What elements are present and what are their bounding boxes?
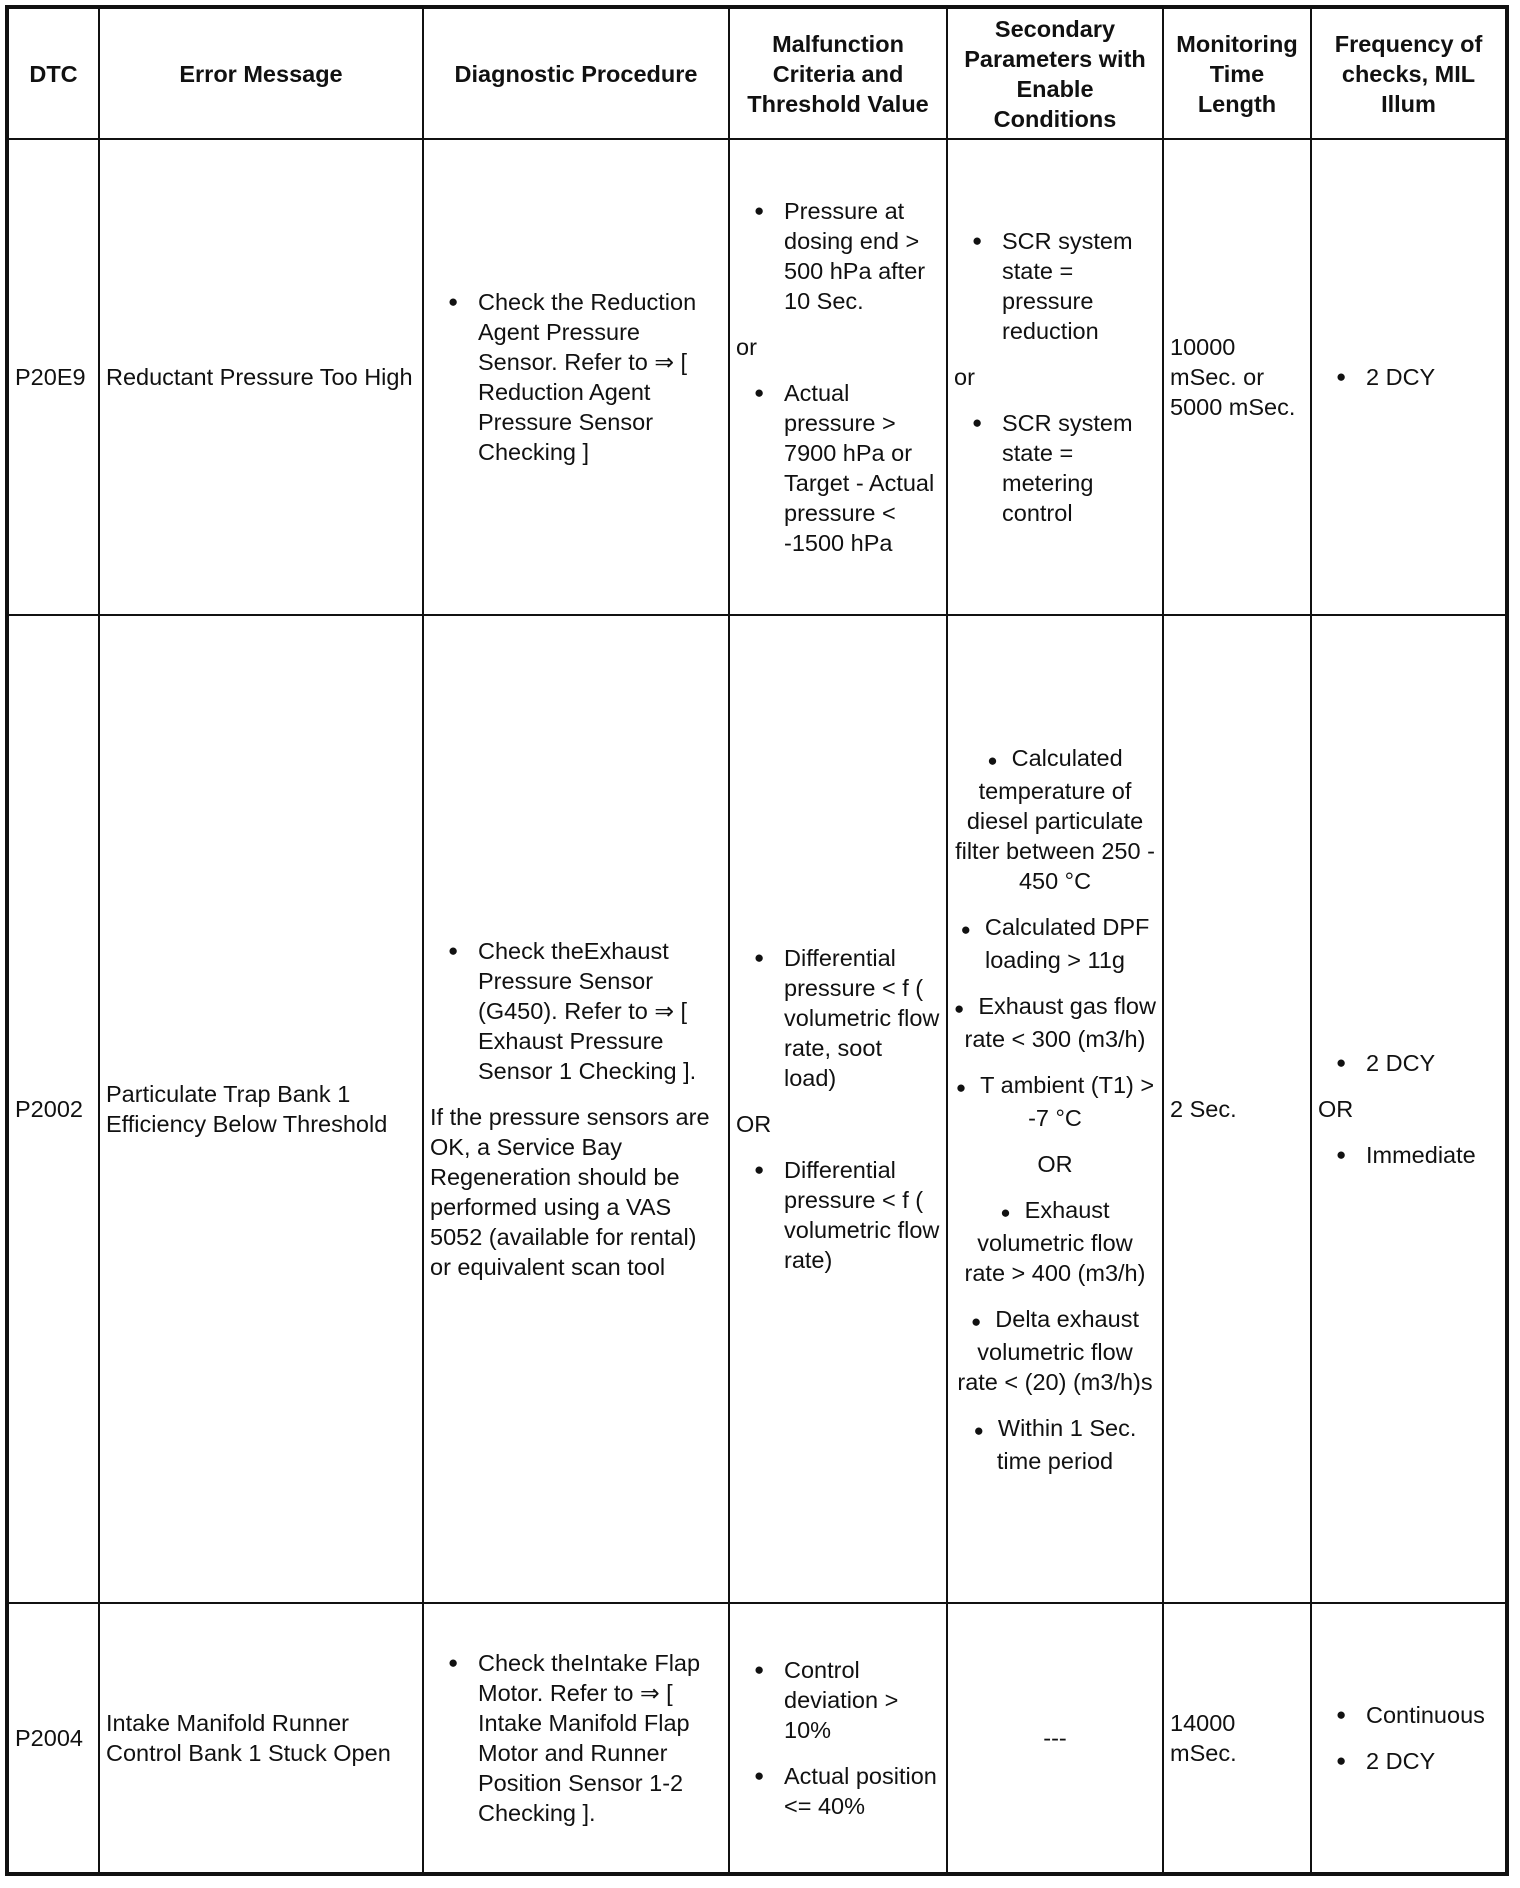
error-message: Reductant Pressure Too High <box>99 139 423 615</box>
dtc-table <box>5 5 1509 1876</box>
condition-item: ● SCR system state = pressure reduction <box>954 226 1156 346</box>
condition-separator: or <box>954 364 975 390</box>
procedure-note: If the pressure sensors are OK, a Service Bay Regeneration should be performed using a VAS 5052 (available for rental) or equivalent scan tool <box>430 1104 710 1280</box>
header-error-message: Error Message <box>99 7 423 139</box>
monitoring-time: 2 Sec. <box>1163 615 1311 1603</box>
frequency-item: ● 2 DCY <box>1318 1746 1499 1776</box>
table-row <box>7 615 1507 1603</box>
criteria-item: ● Differential pressure < f ( volumetric flow rate) <box>736 1155 940 1275</box>
criteria-separator: OR <box>736 1111 772 1137</box>
malfunction-criteria <box>729 139 947 615</box>
dtc-code: P2002 <box>7 615 99 1603</box>
secondary-parameters <box>947 139 1163 615</box>
frequency-item: ● 2 DCY <box>1318 1048 1499 1078</box>
diagnostic-procedure <box>423 139 729 615</box>
frequency-item: ● Continuous <box>1318 1700 1499 1730</box>
header-diagnostic-procedure: Diagnostic Procedure <box>423 7 729 139</box>
condition-item: ● Calculated temperature of diesel particulate filter between 250 - 450 °C <box>954 743 1156 896</box>
monitoring-time: 10000 mSec. or 5000 mSec. <box>1163 139 1311 615</box>
criteria-item: ● Differential pressure < f ( volumetric flow rate, soot load) <box>736 943 940 1093</box>
malfunction-criteria <box>729 1603 947 1874</box>
criteria-item: ● Actual position <= 40% <box>736 1761 940 1821</box>
header-secondary-parameters: Secondary Parameters with Enable Conditions <box>947 7 1163 139</box>
diagnostic-procedure <box>423 1603 729 1874</box>
frequency-separator: OR <box>1318 1096 1354 1122</box>
frequency-item: ● 2 DCY <box>1318 362 1499 392</box>
criteria-item: ● Pressure at dosing end > 500 hPa after 10 Sec. <box>736 196 940 316</box>
header-malfunction-criteria: Malfunction Criteria and Threshold Value <box>729 7 947 139</box>
table-row <box>7 139 1507 615</box>
condition-item: ● Calculated DPF loading > 11g <box>954 912 1156 975</box>
error-message: Particulate Trap Bank 1 Efficiency Below Threshold <box>99 615 423 1603</box>
condition-item: ● Exhaust gas flow rate < 300 (m3/h) <box>954 991 1156 1054</box>
secondary-parameters: --- <box>947 1603 1163 1874</box>
criteria-item: ● Control deviation > 10% <box>736 1655 940 1745</box>
monitoring-time: 14000 mSec. <box>1163 1603 1311 1874</box>
condition-separator: OR <box>1037 1150 1073 1177</box>
diagnostic-procedure <box>423 615 729 1603</box>
frequency-item: ● Immediate <box>1318 1140 1499 1170</box>
criteria-item: ● Actual pressure > 7900 hPa or Target - Actual pressure < -1500 hPa <box>736 378 940 558</box>
dtc-code: P2004 <box>7 1603 99 1874</box>
frequency <box>1311 615 1507 1603</box>
condition-item: ● Exhaust volumetric flow rate > 400 (m3/h) <box>954 1195 1156 1288</box>
error-message: Intake Manifold Runner Control Bank 1 Stuck Open <box>99 1603 423 1874</box>
header-frequency: Frequency of checks, MIL Illum <box>1311 7 1507 139</box>
malfunction-criteria <box>729 615 947 1603</box>
condition-item: ● SCR system state = metering control <box>954 408 1156 528</box>
frequency <box>1311 139 1507 615</box>
condition-item: ● Delta exhaust volumetric flow rate < (20) (m3/h)s <box>954 1304 1156 1397</box>
dtc-code: P20E9 <box>7 139 99 615</box>
secondary-parameters <box>947 615 1163 1603</box>
header-row <box>7 7 1507 139</box>
frequency <box>1311 1603 1507 1874</box>
table-row <box>7 1603 1507 1874</box>
procedure-item: ● Check theExhaust Pressure Sensor (G450). Refer to ⇒ [ Exhaust Pressure Sensor 1 Checking ]. <box>430 936 722 1086</box>
header-dtc: DTC <box>7 7 99 139</box>
procedure-item: ● Check the Reduction Agent Pressure Sensor. Refer to ⇒ [ Reduction Agent Pressure Sensor Checking ] <box>430 287 722 467</box>
condition-item: ● Within 1 Sec. time period <box>954 1413 1156 1476</box>
criteria-separator: or <box>736 334 757 360</box>
procedure-item: ● Check theIntake Flap Motor. Refer to ⇒ [ Intake Manifold Flap Motor and Runner Position Sensor 1-2 Checking ]. <box>430 1648 722 1828</box>
header-monitoring-time: Monitoring Time Length <box>1163 7 1311 139</box>
condition-item: ● T ambient (T1) > -7 °C <box>954 1070 1156 1133</box>
